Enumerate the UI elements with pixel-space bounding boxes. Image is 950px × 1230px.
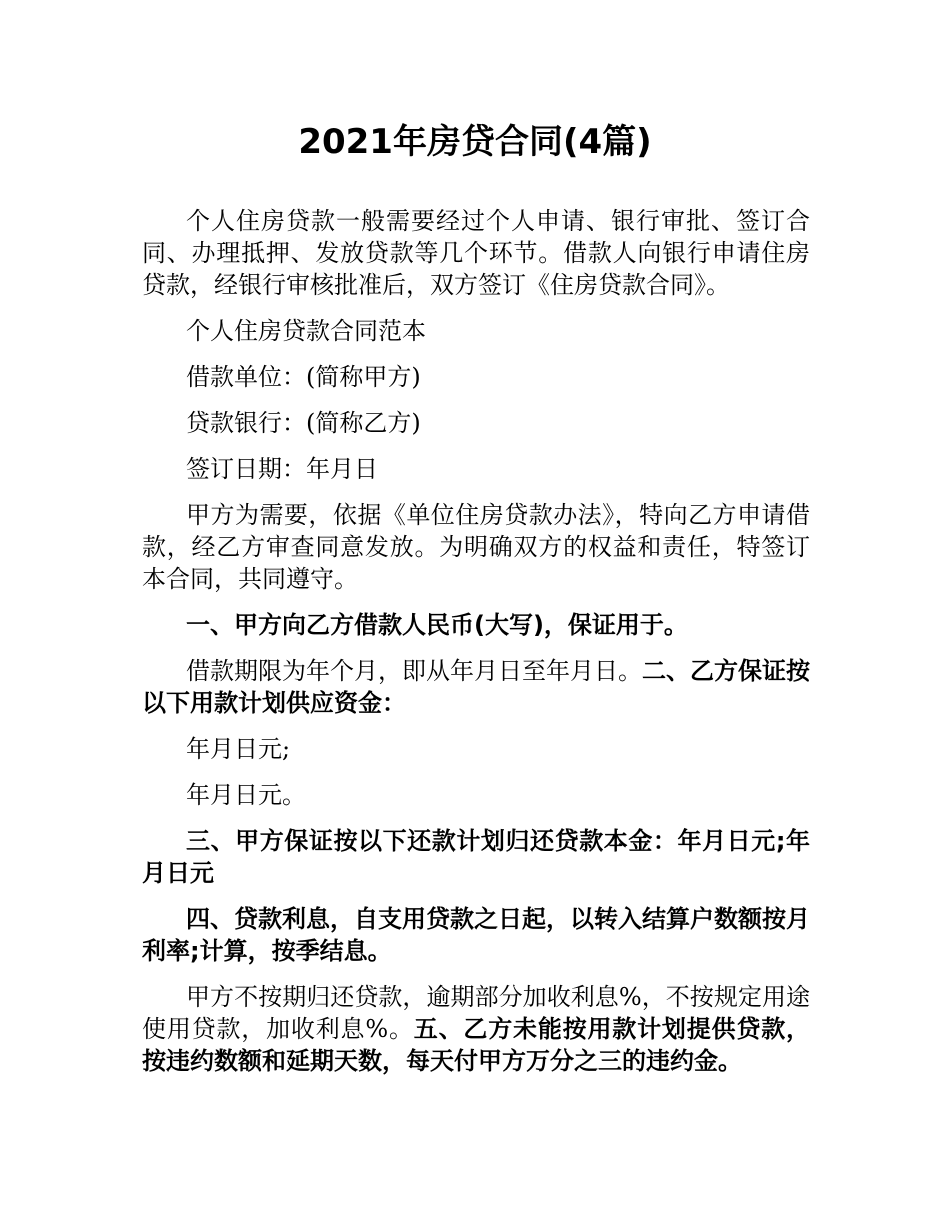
clause-five: 五、乙方未能按用款计划提供贷款，按违约数额和延期天数，每天付甲方万分之三的违约金。: [142, 1015, 811, 1075]
signing-date-line: 签订日期：年月日: [186, 455, 378, 483]
disbursement-line-1: 年月日元;: [186, 735, 291, 763]
intro-paragraph: 个人住房贷款一般需要经过个人申请、银行审批、签订合同、办理抵押、发放贷款等几个环节。借款人向银行申请住房贷款，经银行审核批准后，双方签订《住房贷款合同》。: [142, 207, 810, 299]
template-heading: 个人住房贷款合同范本: [186, 317, 426, 345]
penalty-paragraph: [142, 981, 810, 1077]
loan-term-text: 借款期限为年个月，即从年月日至年月日。: [186, 657, 642, 685]
clause-three: 三、甲方保证按以下还款计划归还贷款本金：年月日元;年月日元: [142, 827, 810, 887]
lender-line: 贷款银行：(简称乙方): [186, 409, 421, 437]
document-title: 2021年房贷合同(4篇): [298, 122, 652, 162]
clause-one: 一、甲方向乙方借款人民币(大写)，保证用于。: [186, 611, 688, 639]
penalty-text: 甲方不按期归还贷款，逾期部分加收利息%，不按规定用途使用贷款，加收利息%。: [142, 983, 810, 1043]
document-body: [142, 205, 810, 1091]
loan-term-paragraph: [142, 655, 810, 719]
purpose-paragraph: 甲方为需要，依据《单位住房贷款办法》，特向乙方申请借款，经乙方审查同意发放。为明确双方的权益和责任，特签订本合同，共同遵守。: [142, 501, 810, 593]
disbursement-line-2: 年月日元。: [186, 781, 306, 809]
borrower-line: 借款单位：(简称甲方): [186, 363, 421, 391]
clause-four: 四、贷款利息，自支用贷款之日起，以转入结算户数额按月利率;计算，按季结息。: [142, 905, 810, 965]
clause-two: 二、乙方保证按以下用款计划供应资金：: [142, 657, 810, 717]
